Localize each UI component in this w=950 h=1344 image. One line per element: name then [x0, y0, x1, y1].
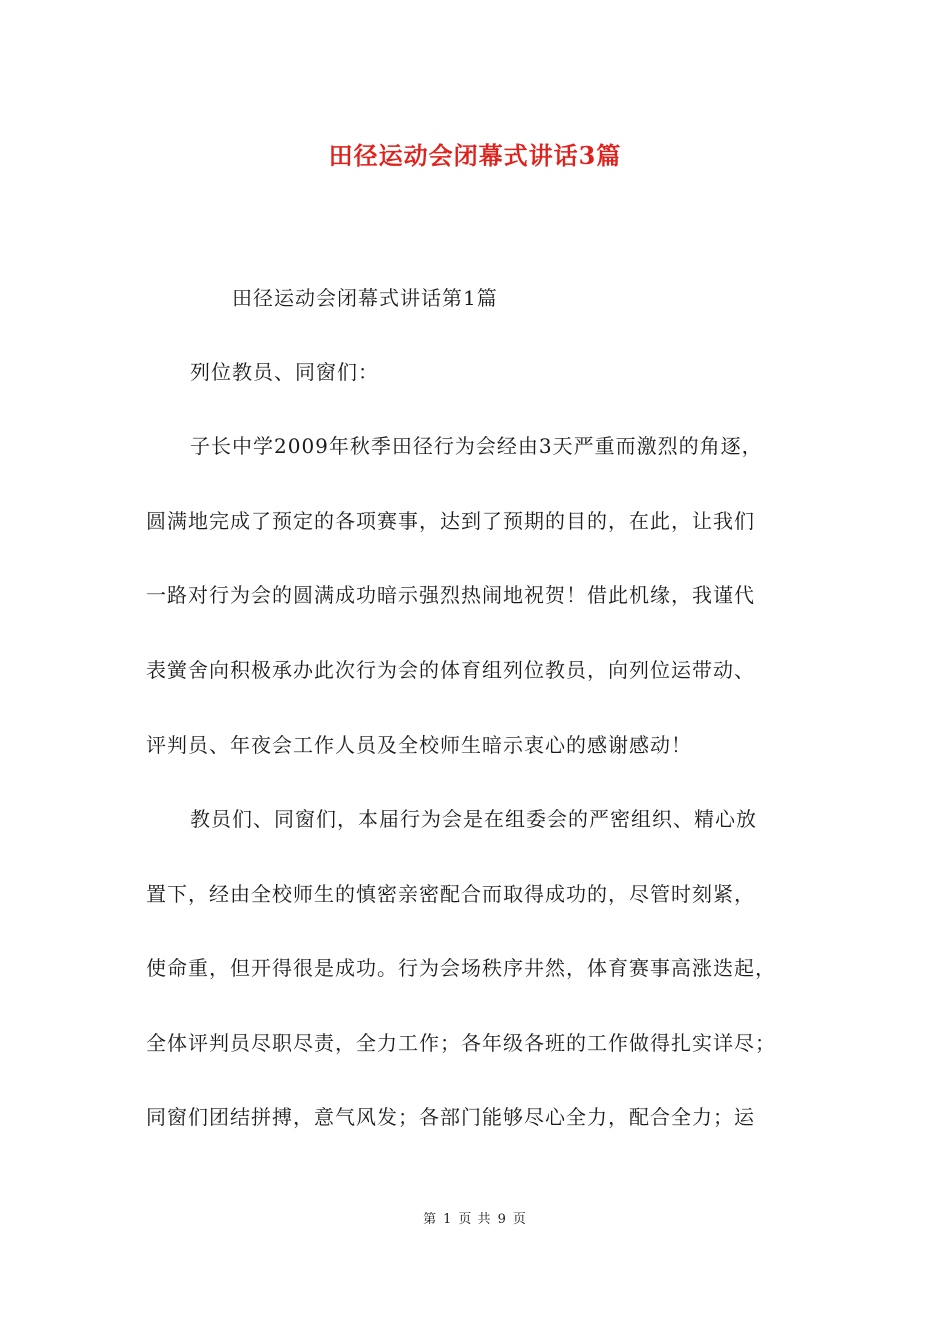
paragraph-line: 评判员、年夜会工作人员及全校师生暗示衷心的感谢感动！: [146, 733, 692, 757]
footer-suffix: 页: [512, 1212, 527, 1227]
paragraph-line: 教员们、同窗们，本届行为会是在组委会的严密组织、精心放: [190, 807, 757, 831]
section-heading: 田径运动会闭幕式讲话第1篇: [232, 286, 498, 310]
paragraph-line: 圆满地完成了预定的各项赛事，达到了预期的目的，在此，让我们: [146, 509, 755, 533]
paragraph-line: 列位教员、同窗们：: [190, 360, 379, 384]
page-footer: [0, 1208, 950, 1227]
document-title: 田径运动会闭幕式讲话3篇: [328, 141, 622, 170]
paragraph-line: 置下，经由全校师生的慎密亲密配合而取得成功的，尽管时刻紧，: [146, 882, 755, 906]
footer-total-pages: 9: [497, 1212, 507, 1227]
paragraph-line: 同窗们团结拼搏，意气风发；各部门能够尽心全力，配合全力；运: [146, 1105, 755, 1129]
paragraph-line: 子长中学2009年秋季田径行为会经由3天严重而激烈的角逐，: [190, 434, 763, 458]
footer-page-number: 1: [443, 1212, 453, 1227]
footer-prefix: 第: [423, 1212, 438, 1227]
footer-middle: 页 共: [458, 1212, 492, 1227]
paragraph-line: 表黉舍向积极承办此次行为会的体育组列位教员，向列位运带动、: [146, 658, 755, 682]
paragraph-line: 全体评判员尽职尽责，全力工作；各年级各班的工作做得扎实详尽；: [146, 1031, 776, 1055]
paragraph-line: 一路对行为会的圆满成功暗示强烈热闹地祝贺！借此机缘，我谨代: [146, 583, 755, 607]
paragraph-line: 使命重，但开得很是成功。行为会场秩序井然，体育赛事高涨迭起，: [146, 956, 776, 980]
